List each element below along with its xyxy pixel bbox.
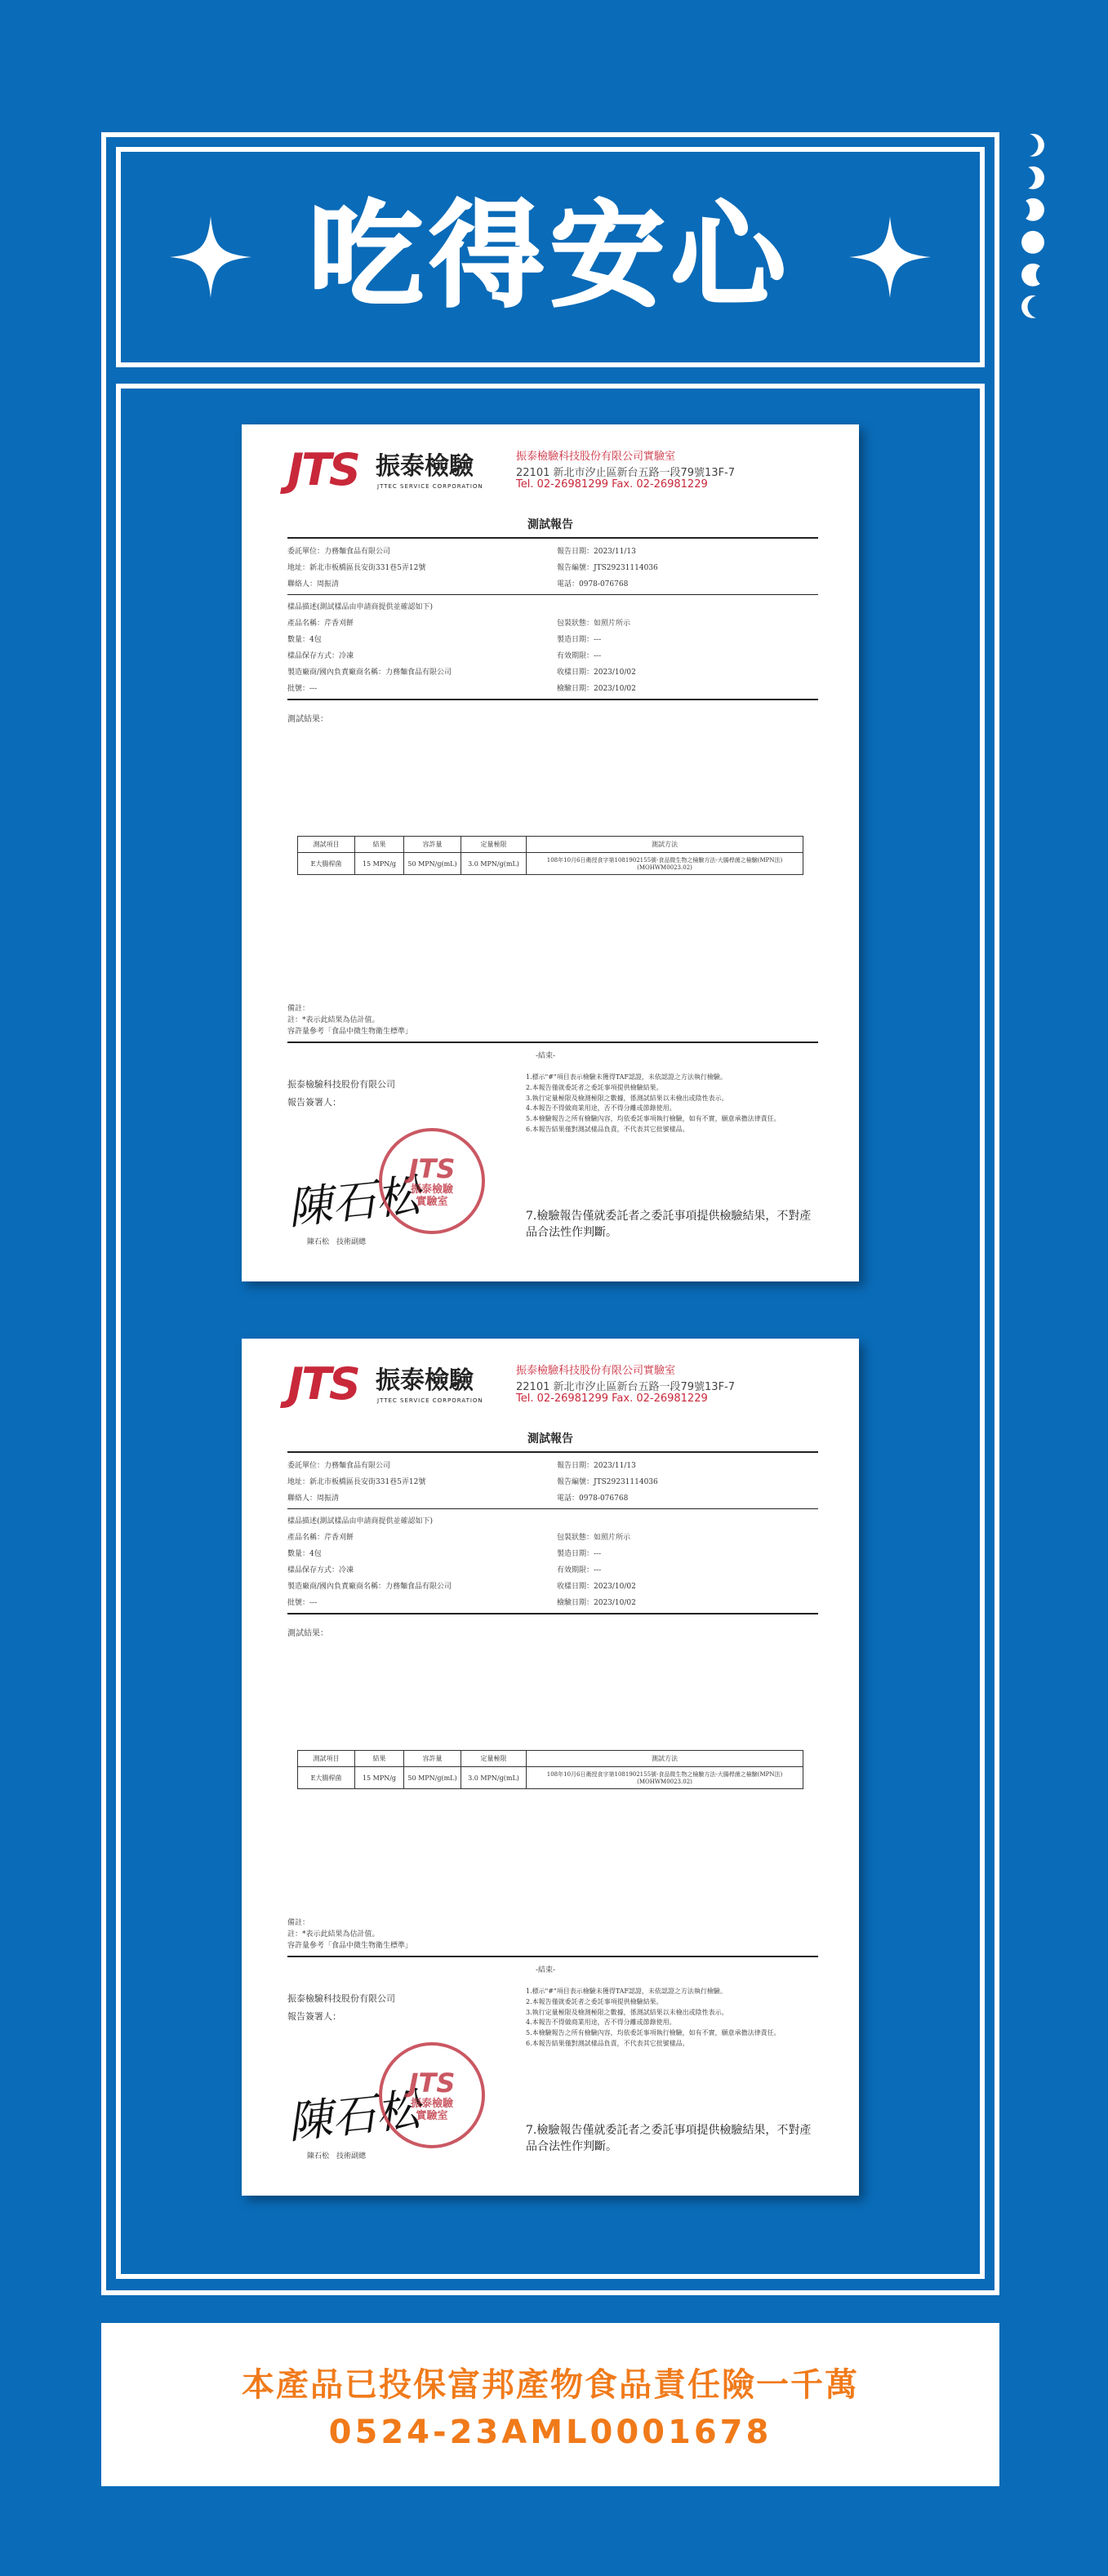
results-table [297, 1750, 803, 1789]
sparkle-icon [170, 216, 251, 298]
table-header: 測試項目 [298, 1751, 355, 1767]
lab-address: 22101 新北市汐止區新台五路一段79號13F-7 [516, 1381, 736, 1393]
stamp-text: 振泰檢驗 [410, 2098, 453, 2111]
signatory-label: 報告簽署人： [287, 1097, 341, 1108]
lab-name: 振泰檢驗科技股份有限公司實驗室 [516, 451, 676, 463]
client-name: 委託單位：力務麵食品有限公司 [287, 1462, 391, 1470]
divider [287, 537, 818, 539]
sparkle-icon [849, 216, 931, 298]
moon-crescent-icon [1019, 132, 1047, 158]
sample-field: 樣品保存方式：冷凍 [287, 652, 354, 660]
client-phone: 電話：0978-076768 [557, 580, 629, 588]
sample-field: 樣品保存方式：冷凍 [287, 1566, 354, 1574]
table-header: 定量極限 [461, 1751, 527, 1767]
table-header: 測試方法 [527, 1751, 803, 1767]
note: 5.本檢驗報告之所有檢驗內容，均依委託事項執行檢驗，如有不實，願意承擔法律責任。 [526, 2029, 781, 2037]
remark: 註：*表示此結果為估計值。 [287, 1016, 380, 1024]
sample-field: 製造廠商/國內負責廠商名稱：力務麵食品有限公司 [287, 668, 452, 677]
divider [287, 1508, 818, 1509]
table-header-row [298, 1751, 803, 1767]
client-name: 委託單位：力務麵食品有限公司 [287, 548, 391, 556]
note-7: 7.檢驗報告僅就委託者之委託事項提供檢驗結果，不對產品合法性作判斷。 [526, 1210, 812, 1240]
report-date: 報告日期：2023/11/13 [557, 1462, 636, 1470]
report-number: 報告編號：JTS29231114036 [557, 564, 658, 572]
sample-field: 收樣日期：2023/10/02 [557, 1583, 636, 1591]
sample-header: 樣品描述(測試樣品由申請商提供並確認如下) [287, 603, 434, 611]
report-letterhead [287, 439, 826, 504]
lab-brand-en: JTTEC SERVICE CORPORATION [377, 483, 483, 490]
jts-logo: JTS [287, 444, 358, 495]
policy-number: 0524-23AML0001678 [328, 2413, 772, 2451]
client-phone: 電話：0978-076768 [557, 1495, 629, 1503]
stamp-text: 實驗室 [416, 2110, 448, 2122]
table-cell: 3.0 MPN/g(mL) [461, 1767, 527, 1789]
sample-field: 包裝狀態：如照片所示 [557, 620, 631, 628]
table-header-row [298, 837, 803, 853]
moon-crescent-right-icon [1019, 294, 1047, 320]
remark: 註：*表示此結果為估計值。 [287, 1930, 380, 1939]
sample-field: 製造日期：--- [557, 636, 602, 644]
report-number: 報告編號：JTS29231114036 [557, 1478, 658, 1486]
table-cell: 50 MPN/g(mL) [404, 853, 461, 875]
note: 2.本報告僅就委託者之委託事項提供檢驗結果。 [526, 1997, 663, 2005]
title-banner [116, 147, 985, 367]
moon-gibbous-icon [1019, 197, 1047, 223]
insurance-text: 本產品已投保富邦產物食品責任險一千萬 [242, 2365, 859, 2404]
table-cell: 15 MPN/g [355, 853, 404, 875]
signatory-role: 陳石松 技術副總 [307, 1238, 367, 1246]
divider [287, 1042, 818, 1043]
table-row [298, 853, 803, 875]
table-cell: 15 MPN/g [355, 1767, 404, 1789]
remark: 容許量參考「食品中微生物衛生標準」 [287, 1028, 413, 1036]
sample-field: 檢驗日期：2023/10/02 [557, 685, 636, 693]
test-report [242, 424, 859, 1281]
table-row [298, 1767, 803, 1789]
remark: 備註： [287, 1919, 310, 1927]
report-date: 報告日期：2023/11/13 [557, 548, 636, 556]
sample-field: 批號：--- [287, 685, 318, 693]
divider [287, 594, 818, 595]
lab-stamp [379, 2042, 485, 2148]
results-label: 測試結果： [287, 715, 328, 724]
sample-field: 檢驗日期：2023/10/02 [557, 1599, 636, 1607]
note: 3.執行定量極限及檢測極限之數據，係測試結果以未檢出或陰性表示。 [526, 1094, 728, 1102]
divider [287, 1451, 818, 1453]
report-title: 測試報告 [527, 1432, 573, 1446]
stamp-logo: JTS [408, 2067, 456, 2099]
lab-name: 振泰檢驗科技股份有限公司實驗室 [516, 1365, 676, 1377]
table-cell: 108年10月6日衛授食字第1081902155號-食品微生物之檢驗方法-大腸桿菌之檢驗(MPN法)(MOHWM0023.02) [527, 1767, 803, 1789]
lab-brand-en: JTTEC SERVICE CORPORATION [377, 1397, 483, 1404]
signature: 陳石松 [285, 1169, 423, 1235]
company-name: 振泰檢驗科技股份有限公司 [287, 1079, 395, 1090]
table-cell: 50 MPN/g(mL) [404, 1767, 461, 1789]
signatory-label: 報告簽署人： [287, 2011, 341, 2022]
client-contact: 聯絡人：周振清 [287, 580, 340, 588]
signature: 陳石松 [285, 2083, 423, 2149]
sample-field: 包裝狀態：如照片所示 [557, 1534, 631, 1542]
report-title: 測試報告 [527, 518, 573, 531]
sample-field: 批號：--- [287, 1599, 318, 1607]
table-cell: 3.0 MPN/g(mL) [461, 853, 527, 875]
sample-header: 樣品描述(測試樣品由申請商提供並確認如下) [287, 1517, 434, 1526]
table-header: 測試項目 [298, 837, 355, 853]
lab-stamp [379, 1128, 485, 1234]
divider [287, 1613, 818, 1614]
lab-tel: Tel. 02-26981299 Fax. 02-26981229 [516, 478, 708, 491]
stamp-text: 實驗室 [416, 1196, 448, 1208]
insurance-footer [101, 2323, 999, 2486]
divider [287, 699, 818, 700]
test-report [242, 1339, 859, 2196]
results-label: 測試結果： [287, 1629, 328, 1638]
sample-field: 產品名稱：芹香刈餅 [287, 620, 354, 628]
note: 6.本報告結果僅對測試樣品負責，不代表其它批號樣品。 [526, 1125, 689, 1133]
sample-field: 數量：4包 [287, 636, 322, 644]
note: 3.執行定量極限及檢測極限之數據，係測試結果以未檢出或陰性表示。 [526, 2008, 728, 2016]
remark: 容許量參考「食品中微生物衛生標準」 [287, 1942, 413, 1950]
divider [287, 1956, 818, 1957]
sample-field: 數量：4包 [287, 1550, 322, 1558]
note: 4.本報告不得做商業用途，否不得分離或節錄使用。 [526, 2019, 676, 2027]
stamp-text: 振泰檢驗 [410, 1184, 453, 1197]
table-header: 測試方法 [527, 837, 803, 853]
company-name: 振泰檢驗科技股份有限公司 [287, 1993, 395, 2004]
jts-logo: JTS [287, 1358, 358, 1410]
report-letterhead [287, 1353, 826, 1419]
table-cell: 108年10月6日衛授食字第1081902155號-食品微生物之檢驗方法-大腸桿菌之檢驗(MPN法)(MOHWM0023.02) [527, 853, 803, 875]
sample-field: 產品名稱：芹香刈餅 [287, 1534, 354, 1542]
notes-list [526, 1073, 820, 1135]
sample-field: 製造日期：--- [557, 1550, 602, 1558]
note-7: 7.檢驗報告僅就委託者之委託事項提供檢驗結果，不對產品合法性作判斷。 [526, 2124, 812, 2154]
table-header: 定量極限 [461, 837, 527, 853]
note: 4.本報告不得做商業用途，否不得分離或節錄使用。 [526, 1104, 676, 1113]
sample-field: 有效期限：--- [557, 1566, 602, 1574]
note: 6.本報告結果僅對測試樣品負責，不代表其它批號樣品。 [526, 2039, 689, 2047]
page-title: 吃得安心 [308, 190, 792, 323]
table-cell: E大腸桿菌 [298, 1767, 355, 1789]
note: 1.標示"#"項目表示檢驗未獲得TAF認證，未依認證之方法執行檢驗。 [526, 1988, 727, 1995]
moon-phases [1012, 132, 1053, 320]
table-header: 結果 [355, 837, 404, 853]
lab-address: 22101 新北市汐止區新台五路一段79號13F-7 [516, 467, 736, 479]
table-header: 容許量 [404, 1751, 461, 1767]
lab-tel: Tel. 02-26981299 Fax. 02-26981229 [516, 1392, 708, 1405]
note: 1.標示"#"項目表示檢驗未獲得TAF認證，未依認證之方法執行檢驗。 [526, 1073, 727, 1081]
moon-gibbous-right-icon [1019, 262, 1047, 288]
moon-full-icon [1019, 229, 1047, 255]
table-header: 結果 [355, 1751, 404, 1767]
sample-field: 收樣日期：2023/10/02 [557, 668, 636, 677]
client-contact: 聯絡人：周振清 [287, 1495, 340, 1503]
lab-brand: 振泰檢驗 [376, 1366, 474, 1395]
end-mark: -結束- [536, 1052, 556, 1060]
table-cell: E大腸桿菌 [298, 853, 355, 875]
notes-list [526, 1987, 820, 2050]
remark: 備註： [287, 1005, 310, 1013]
stamp-logo: JTS [408, 1153, 456, 1185]
sample-field: 製造廠商/國內負責廠商名稱：力務麵食品有限公司 [287, 1583, 452, 1591]
note: 2.本報告僅就委託者之委託事項提供檢驗結果。 [526, 1083, 663, 1091]
note: 5.本檢驗報告之所有檢驗內容，均依委託事項執行檢驗，如有不實，願意承擔法律責任。 [526, 1115, 781, 1123]
client-address: 地址：新北市板橋區長安街331巷5弄12號 [287, 1478, 426, 1486]
moon-half-icon [1019, 165, 1047, 191]
table-header: 容許量 [404, 837, 461, 853]
end-mark: -結束- [536, 1966, 556, 1974]
results-table [297, 836, 803, 875]
sample-field: 有效期限：--- [557, 652, 602, 660]
signatory-role: 陳石松 技術副總 [307, 2152, 367, 2161]
lab-brand: 振泰檢驗 [376, 452, 474, 481]
client-address: 地址：新北市板橋區長安街331巷5弄12號 [287, 564, 426, 572]
